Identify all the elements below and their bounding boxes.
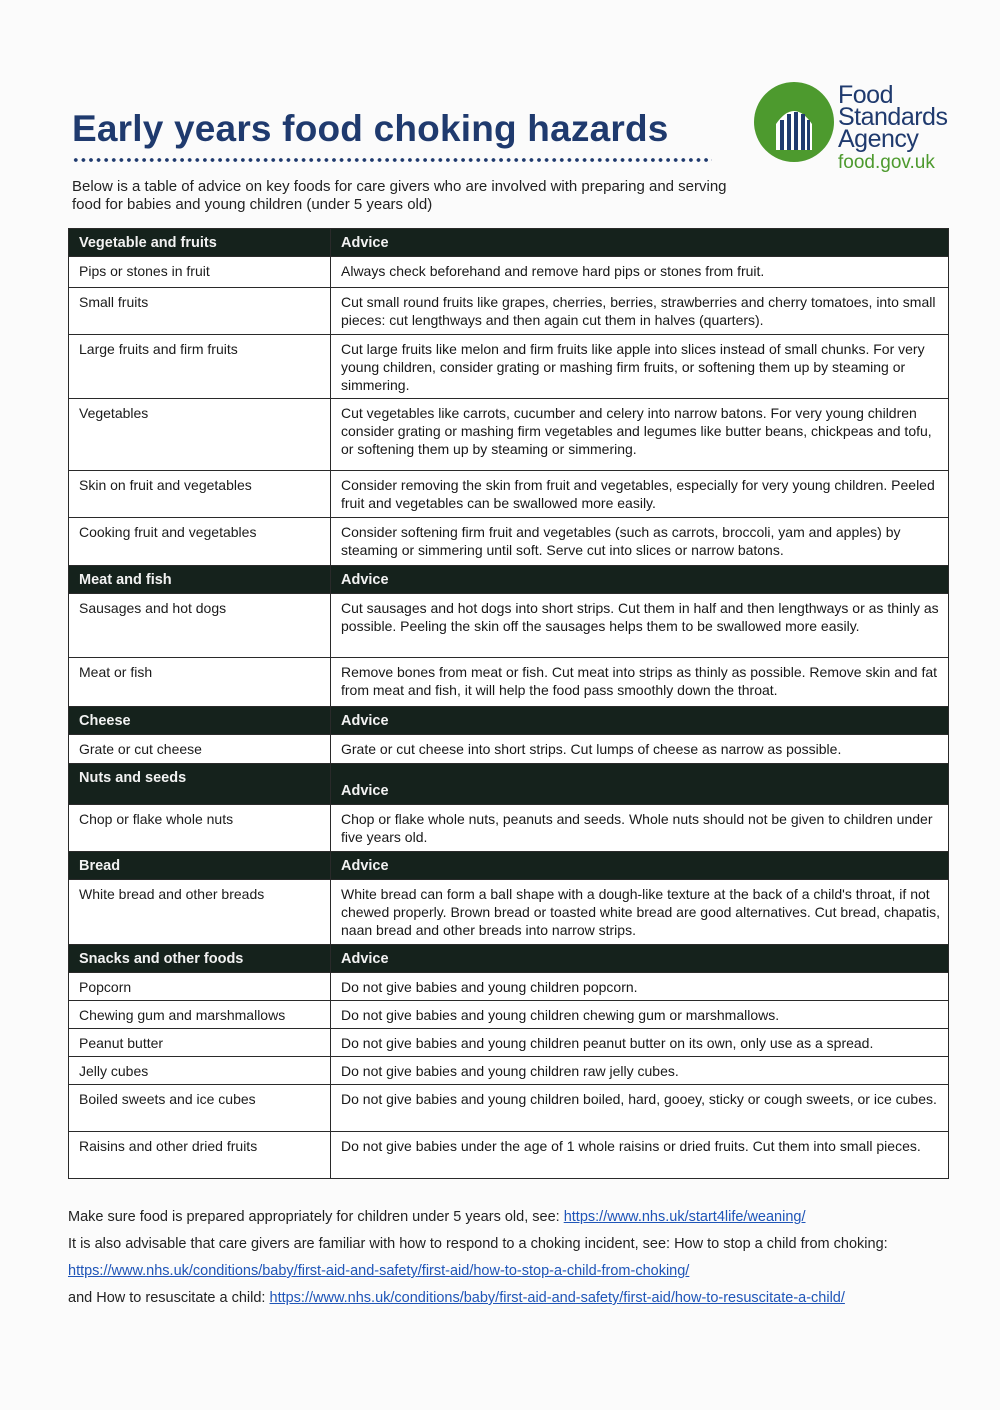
weaning-link[interactable]: https://www.nhs.uk/start4life/weaning/ [563,1209,806,1225]
footer-choking-note [68,1231,948,1285]
food-cell: Skin on fruit and vegetables [69,471,331,518]
category-heading: Snacks and other foods [69,945,331,973]
advice-cell: Remove bones from meat or fish. Cut meat into strips as thinly as possible. Remove skin and fat from meat and fish, it will help the food pass smoothly down the throat. [331,658,949,707]
advice-cell: Do not give babies and young children popcorn. [331,973,949,1001]
advice-cell: Do not give babies under the age of 1 whole raisins or dried fruits. Cut them into small pieces. [331,1132,949,1179]
choking-link[interactable]: https://www.nhs.uk/conditions/baby/first-aid-and-safety/first-aid/how-to-stop-a-child-from-choking/ [68,1263,690,1279]
food-cell: White bread and other breads [69,880,331,945]
table-row [69,471,949,518]
food-cell: Vegetables [69,399,331,471]
food-cell: Raisins and other dried fruits [69,1132,331,1179]
food-cell: Chewing gum and marshmallows [69,1001,331,1029]
table-row [69,1029,949,1057]
advice-cell: Chop or flake whole nuts, peanuts and seeds. Whole nuts should not be given to children under five years old. [331,805,949,852]
category-heading: Nuts and seeds [69,764,331,805]
table-row [69,288,949,335]
footer-choking-text: It is also advisable that care givers are familiar with how to respond to a choking incident, see: How to stop a child from choking: [68,1236,888,1252]
advice-heading: Advice [331,229,949,257]
category-heading: Bread [69,852,331,880]
resuscitate-link[interactable]: https://www.nhs.uk/conditions/baby/first-aid-and-safety/first-aid/how-to-resuscitate-a-child/ [269,1290,845,1306]
advice-heading: Advice [331,707,949,735]
advice-cell: Consider softening firm fruit and vegetables (such as carrots, broccoli, yam and apples) by steaming or simmering until soft. Serve cut into slices or narrow batons. [331,518,949,566]
section-header-row [69,764,949,805]
fsa-logo-icon [752,80,836,164]
category-heading: Meat and fish [69,566,331,594]
logo-line-2: Standards [838,103,948,131]
food-cell: Cooking fruit and vegetables [69,518,331,566]
table-row [69,880,949,945]
advice-cell: Do not give babies and young children chewing gum or marshmallows. [331,1001,949,1029]
table-row [69,1085,949,1132]
footer-weaning-text: Make sure food is prepared appropriately for children under 5 years old, see: [68,1209,564,1225]
table-row [69,1132,949,1179]
advice-cell: Do not give babies and young children raw jelly cubes. [331,1057,949,1085]
advice-cell: Grate or cut cheese into short strips. Cut lumps of cheese as narrow as possible. [331,735,949,764]
food-cell: Popcorn [69,973,331,1001]
table-row [69,973,949,1001]
section-header-row [69,229,949,257]
advice-cell: Do not give babies and young children peanut butter on its own, only use as a spread. [331,1029,949,1057]
table-row [69,594,949,658]
table-row [69,1057,949,1085]
advice-heading: Advice [331,566,949,594]
food-cell: Grate or cut cheese [69,735,331,764]
advice-cell: Cut small round fruits like grapes, cherries, berries, strawberries and cherry tomatoes, into small pieces: cut lengthways and then again cut them in halves (quarters). [331,288,949,335]
footer-resuscitate-text: and How to resuscitate a child: [68,1290,270,1306]
advice-cell: Do not give babies and young children boiled, hard, gooey, sticky or cough sweets, or ice cubes. [331,1085,949,1132]
category-heading: Vegetable and fruits [69,229,331,257]
table-row [69,257,949,288]
logo-url[interactable]: food.gov.uk [838,152,935,173]
advice-cell: Consider removing the skin from fruit and vegetables, especially for very young children. Peeled fruit and vegetables can be swallowed more easily. [331,471,949,518]
fsa-logo [752,80,962,180]
section-header-row [69,707,949,735]
dotted-divider [72,156,712,164]
food-cell: Peanut butter [69,1029,331,1057]
table-row [69,335,949,399]
table-row [69,658,949,707]
hazards-table [68,228,949,1179]
advice-heading: Advice [331,852,949,880]
footer-weaning-note [68,1204,948,1231]
advice-heading: Advice [331,764,949,805]
section-header-row [69,566,949,594]
advice-cell: White bread can form a ball shape with a dough-like texture at the back of a child's throat, if not chewed properly. Brown bread or toasted white bread are good alternatives. Cut bread, chapatis, naan bread and other breads into narrow strips. [331,880,949,945]
section-header-row [69,945,949,973]
category-heading: Cheese [69,707,331,735]
food-cell: Boiled sweets and ice cubes [69,1085,331,1132]
table-row [69,735,949,764]
table-row [69,805,949,852]
page-title: Early years food choking hazards [72,108,669,149]
table-row [69,1001,949,1029]
section-header-row [69,852,949,880]
advice-cell: Cut vegetables like carrots, cucumber and celery into narrow batons. For very young children consider grating or mashing firm vegetables and legumes like butter beans, chickpeas and tofu, or softening them up by steaming or simmering. [331,399,949,471]
food-cell: Sausages and hot dogs [69,594,331,658]
footer-notes [68,1204,948,1312]
advice-cell: Cut large fruits like melon and firm fruits like apple into slices instead of small chunks. For very young children, consider grating or mashing firm fruits, or softening them up by steaming or simmering. [331,335,949,399]
food-cell: Meat or fish [69,658,331,707]
advice-heading: Advice [331,945,949,973]
intro-text: Below is a table of advice on key foods for care givers who are involved with preparing and serving food for babies and young children (under 5 years old) [72,178,727,213]
footer-resuscitate-note [68,1285,948,1312]
table-row [69,518,949,566]
logo-line-1: Food [838,81,893,109]
food-cell: Chop or flake whole nuts [69,805,331,852]
table-row [69,399,949,471]
food-cell: Small fruits [69,288,331,335]
logo-line-3: Agency [838,125,919,153]
advice-cell: Cut sausages and hot dogs into short strips. Cut them in half and then lengthways or as thinly as possible. Peeling the skin off the sausages helps them to be swallowed more easily. [331,594,949,658]
food-cell: Pips or stones in fruit [69,257,331,288]
food-cell: Jelly cubes [69,1057,331,1085]
food-cell: Large fruits and firm fruits [69,335,331,399]
advice-cell: Always check beforehand and remove hard pips or stones from fruit. [331,257,949,288]
